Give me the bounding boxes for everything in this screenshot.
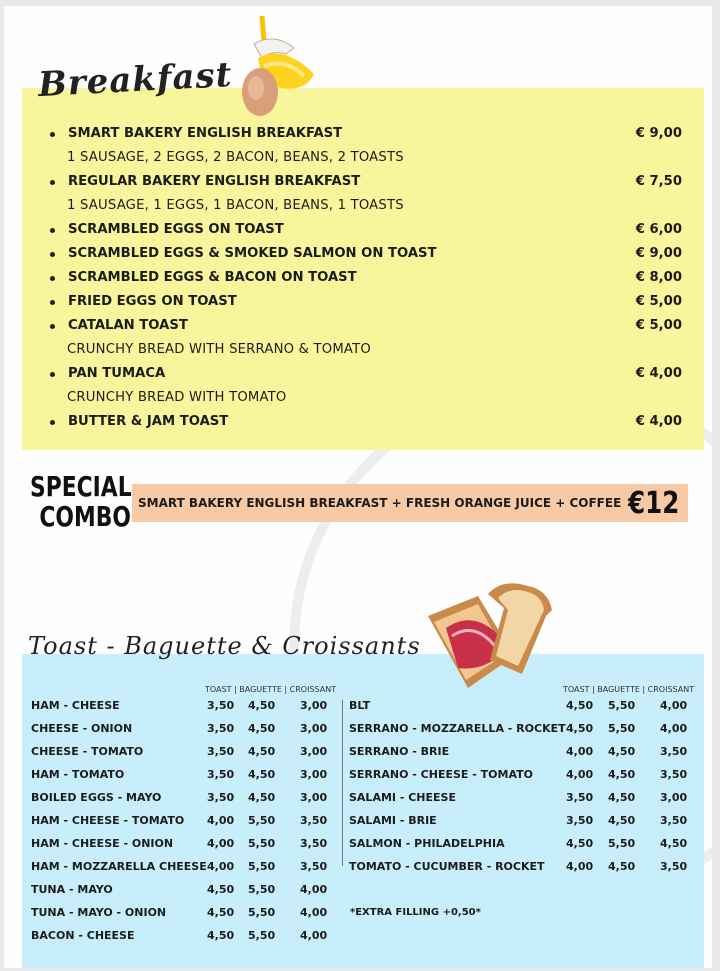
bullet-icon — [50, 180, 55, 185]
bullet-icon — [50, 276, 55, 281]
toast-section-title: Toast - Baguette & Croissants — [28, 632, 421, 660]
toast-menu-row — [349, 722, 689, 744]
croissant-price: 3,00 — [300, 768, 328, 781]
toast-menu-row — [31, 699, 341, 721]
croissant-price: 3,00 — [300, 722, 328, 735]
toast-menu-row — [31, 814, 341, 836]
item-name: PAN TUMACA — [68, 366, 166, 381]
toast-menu-row — [349, 768, 689, 790]
toast-price: 4,50 — [207, 929, 235, 942]
toast-price: 3,50 — [207, 699, 235, 712]
breakfast-list — [22, 122, 682, 434]
item-name: CHEESE - TOMATO — [31, 745, 144, 758]
toast-menu-row — [349, 860, 689, 882]
toast-menu-row — [349, 699, 689, 721]
item-name: SCRAMBLED EGGS ON TOAST — [68, 222, 284, 237]
item-price: € 8,00 — [635, 270, 682, 285]
toast-price: 3,50 — [566, 791, 594, 804]
croissant-price: 3,00 — [300, 791, 328, 804]
item-name: BOILED EGGS - MAYO — [31, 791, 162, 804]
toast-price: 3,50 — [207, 745, 235, 758]
item-name: SERRANO - CHEESE - TOMATO — [349, 768, 533, 781]
item-price: € 5,00 — [635, 294, 682, 309]
croissant-price: 3,50 — [300, 860, 328, 873]
baguette-price: 5,50 — [248, 860, 276, 873]
breakfast-item — [22, 314, 682, 338]
croissant-price: 4,00 — [300, 929, 328, 942]
item-name: TOMATO - CUCUMBER - ROCKET — [349, 860, 545, 873]
toast-menu-row — [31, 722, 341, 744]
toast-price: 4,50 — [207, 906, 235, 919]
breakfast-item — [22, 362, 682, 386]
croissant-price: 3,50 — [300, 837, 328, 850]
baguette-price: 5,50 — [608, 722, 636, 735]
item-name: HAM - CHEESE - TOMATO — [31, 814, 185, 827]
item-name: HAM - MOZZARELLA CHEESE — [31, 860, 207, 873]
combo-label-line2: COMBO — [39, 500, 131, 533]
cracked-egg-image — [234, 14, 344, 124]
toast-menu-row — [31, 837, 341, 859]
croissant-price: 3,50 — [300, 814, 328, 827]
item-price: € 7,50 — [635, 174, 682, 189]
croissant-price: 3,00 — [300, 699, 328, 712]
baguette-price: 5,50 — [608, 699, 636, 712]
item-name: 1 SAUSAGE, 1 EGGS, 1 BACON, BEANS, 1 TOASTS — [67, 198, 404, 213]
baguette-price: 4,50 — [248, 699, 276, 712]
toast-menu-row — [31, 906, 341, 928]
item-name: CHEESE - ONION — [31, 722, 133, 735]
item-name: SERRANO - BRIE — [349, 745, 450, 758]
toast-price: 4,50 — [207, 883, 235, 896]
item-name: TUNA - MAYO — [31, 883, 113, 896]
item-price: € 9,00 — [635, 246, 682, 261]
combo-price: €12 — [628, 486, 680, 521]
item-name: SCRAMBLED EGGS & SMOKED SALMON ON TOAST — [68, 246, 437, 261]
sandwich-image — [418, 576, 560, 694]
menu-page — [4, 6, 712, 968]
item-price: € 5,00 — [635, 318, 682, 333]
croissant-price: 4,00 — [660, 722, 688, 735]
baguette-price: 4,50 — [248, 745, 276, 758]
toast-price: 4,00 — [207, 814, 235, 827]
right-column-header: TOAST | BAGUETTE | CROISSANT — [563, 685, 695, 694]
toast-menu-row — [31, 791, 341, 813]
baguette-price: 5,50 — [608, 837, 636, 850]
baguette-price: 5,50 — [248, 814, 276, 827]
breakfast-item — [22, 242, 682, 266]
toast-menu-row — [349, 791, 689, 813]
item-name: BUTTER & JAM TOAST — [68, 414, 229, 429]
toast-menu-row — [31, 768, 341, 790]
croissant-price: 4,00 — [300, 906, 328, 919]
toast-price: 4,50 — [566, 722, 594, 735]
toast-price: 3,50 — [207, 768, 235, 781]
baguette-price: 4,50 — [608, 745, 636, 758]
bullet-icon — [50, 372, 55, 377]
column-divider — [342, 700, 343, 866]
toast-price: 4,00 — [566, 768, 594, 781]
item-name: HAM - CHEESE - ONION — [31, 837, 174, 850]
breakfast-item-description — [22, 194, 682, 218]
breakfast-item — [22, 410, 682, 434]
item-name: SALAMI - CHEESE — [349, 791, 456, 804]
combo-description: SMART BAKERY ENGLISH BREAKFAST + FRESH ORANGE JUICE + COFFEE — [138, 496, 622, 510]
bullet-icon — [50, 300, 55, 305]
toast-price: 4,50 — [566, 699, 594, 712]
item-name: HAM - TOMATO — [31, 768, 125, 781]
item-name: SALMON - PHILADELPHIA — [349, 837, 505, 850]
item-name: REGULAR BAKERY ENGLISH BREAKFAST — [68, 174, 361, 189]
bullet-icon — [50, 132, 55, 137]
item-name: FRIED EGGS ON TOAST — [68, 294, 237, 309]
item-price: € 6,00 — [635, 222, 682, 237]
item-name: CATALAN TOAST — [68, 318, 188, 333]
breakfast-item — [22, 290, 682, 314]
croissant-price: 3,00 — [660, 791, 688, 804]
breakfast-title: Breakfast — [37, 54, 234, 106]
breakfast-item — [22, 122, 682, 146]
toast-price: 3,50 — [566, 814, 594, 827]
baguette-price: 4,50 — [608, 860, 636, 873]
toast-price: 3,50 — [207, 722, 235, 735]
extra-filling-note: *EXTRA FILLING +0,50* — [350, 907, 481, 918]
breakfast-item-description — [22, 146, 682, 170]
item-name: SMART BAKERY ENGLISH BREAKFAST — [68, 126, 343, 141]
croissant-price: 3,50 — [660, 814, 688, 827]
combo-label-line1: SPECIAL — [30, 470, 132, 503]
toast-menu-row — [349, 814, 689, 836]
toast-price: 4,00 — [566, 860, 594, 873]
item-name: TUNA - MAYO - ONION — [31, 906, 167, 919]
item-name: CRUNCHY BREAD WITH SERRANO & TOMATO — [67, 342, 371, 357]
item-name: BACON - CHEESE — [31, 929, 135, 942]
baguette-price: 4,50 — [248, 722, 276, 735]
baguette-price: 4,50 — [248, 768, 276, 781]
breakfast-item-description — [22, 386, 682, 410]
bullet-icon — [50, 420, 55, 425]
item-name: CRUNCHY BREAD WITH TOMATO — [67, 390, 287, 405]
baguette-price: 4,50 — [608, 768, 636, 781]
toast-menu-row — [31, 929, 341, 951]
toast-menu-row — [31, 745, 341, 767]
breakfast-item — [22, 218, 682, 242]
toast-menu-row — [31, 883, 341, 905]
croissant-price: 3,50 — [660, 745, 688, 758]
toast-price: 4,50 — [566, 837, 594, 850]
croissant-price: 4,00 — [660, 699, 688, 712]
baguette-price: 5,50 — [248, 906, 276, 919]
baguette-price: 5,50 — [248, 837, 276, 850]
item-name: SALAMI - BRIE — [349, 814, 437, 827]
item-price: € 4,00 — [635, 414, 682, 429]
toast-price: 4,00 — [207, 837, 235, 850]
toast-menu-row — [349, 837, 689, 859]
croissant-price: 3,50 — [660, 860, 688, 873]
baguette-price: 4,50 — [608, 791, 636, 804]
item-name: 1 SAUSAGE, 2 EGGS, 2 BACON, BEANS, 2 TOASTS — [67, 150, 404, 165]
baguette-price: 4,50 — [608, 814, 636, 827]
toast-menu-row — [349, 745, 689, 767]
left-column-header: TOAST | BAGUETTE | CROISSANT — [205, 685, 337, 694]
croissant-price: 4,00 — [300, 883, 328, 896]
breakfast-item — [22, 170, 682, 194]
item-name: BLT — [349, 699, 371, 712]
toast-price: 4,00 — [207, 860, 235, 873]
bullet-icon — [50, 324, 55, 329]
special-combo-label — [30, 472, 132, 532]
baguette-price: 4,50 — [248, 791, 276, 804]
item-name: SERRANO - MOZZARELLA - ROCKET — [349, 722, 566, 735]
bullet-icon — [50, 228, 55, 233]
item-price: € 4,00 — [635, 366, 682, 381]
croissant-price: 4,50 — [660, 837, 688, 850]
bullet-icon — [50, 252, 55, 257]
breakfast-item-description — [22, 338, 682, 362]
toast-price: 4,00 — [566, 745, 594, 758]
croissant-price: 3,50 — [660, 768, 688, 781]
item-name: SCRAMBLED EGGS & BACON ON TOAST — [68, 270, 357, 285]
baguette-price: 5,50 — [248, 929, 276, 942]
item-price: € 9,00 — [635, 126, 682, 141]
breakfast-item — [22, 266, 682, 290]
toast-price: 3,50 — [207, 791, 235, 804]
baguette-price: 5,50 — [248, 883, 276, 896]
toast-menu-row — [31, 860, 341, 882]
item-name: HAM - CHEESE — [31, 699, 120, 712]
croissant-price: 3,00 — [300, 745, 328, 758]
